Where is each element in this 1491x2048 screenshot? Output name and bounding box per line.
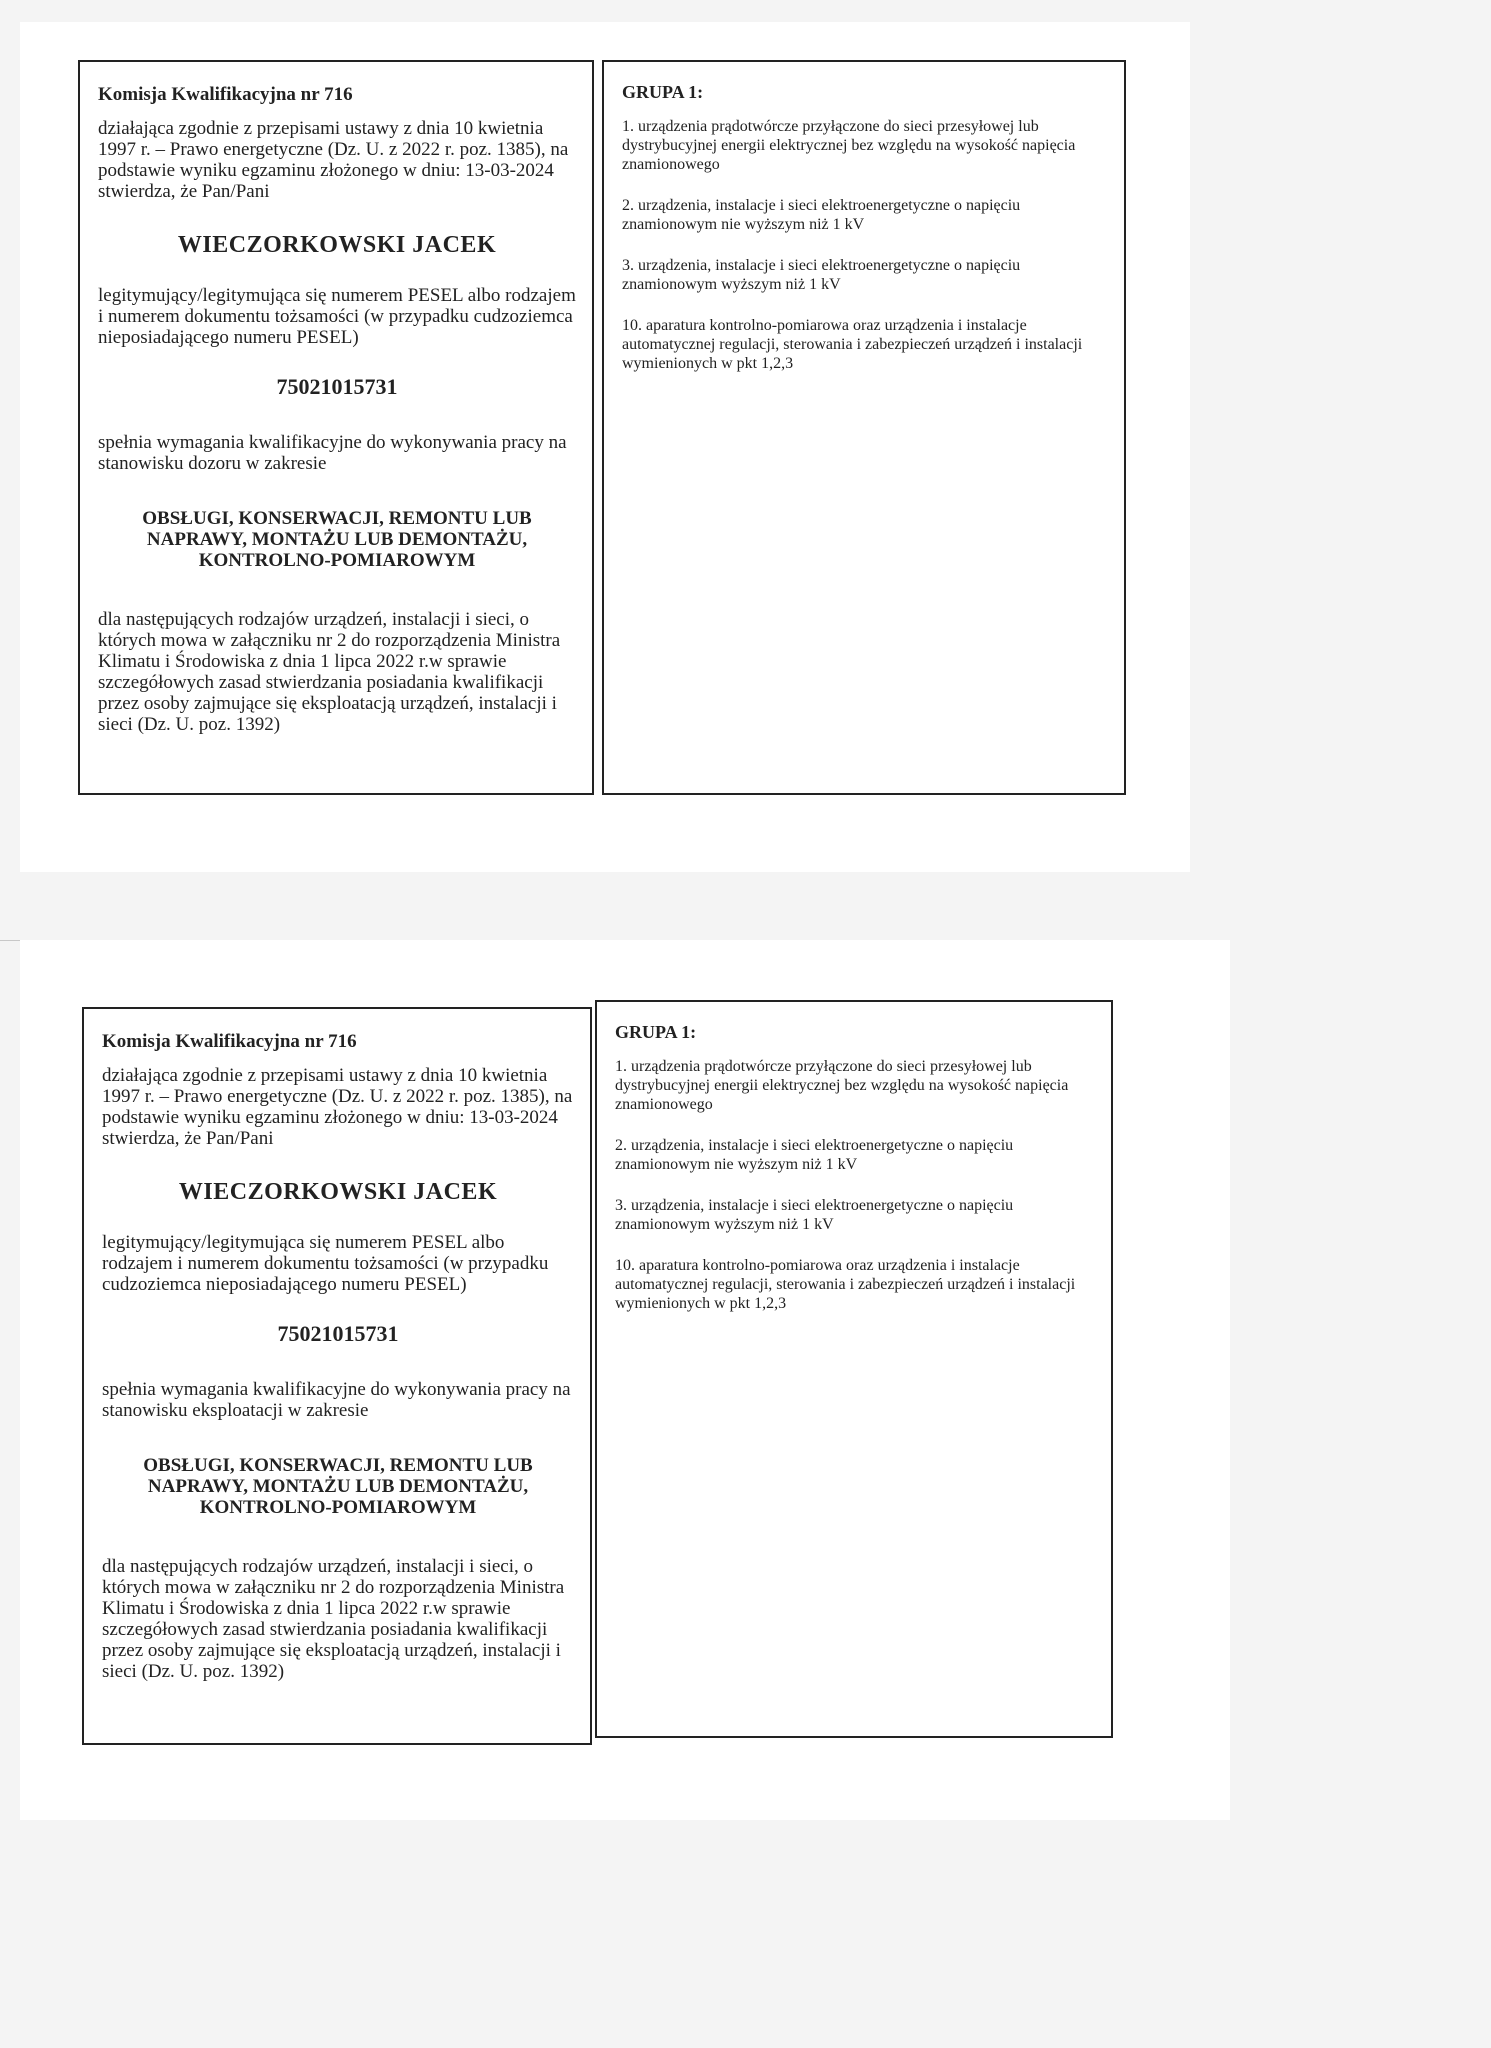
id-text: legitymujący/legitymująca się numerem PESEL albo rodzajem i numerem dokumentu tożsamości (w przypadku cudzoziemca nieposiadającego numeru PESEL) bbox=[98, 285, 576, 348]
intro-text: działająca zgodnie z przepisami ustawy z dnia 10 kwietnia 1997 r. – Prawo energetyczne (Dz. U. z 2022 r. poz. 1385), na podstawie wyniku egzaminu złożonego w dniu: 13-03-2024 stwierdza, że Pan/Pani bbox=[102, 1065, 573, 1149]
pesel-number: 75021015731 bbox=[276, 374, 398, 399]
certificate-1-right-panel bbox=[602, 60, 1126, 795]
commission-title: Komisja Kwalifikacyjna nr 716 bbox=[102, 1031, 357, 1052]
scope-text: OBSŁUGI, KONSERWACJI, REMONTU LUB NAPRAWY, MONTAŻU LUB DEMONTAŻU, KONTROLNO-POMIAROWYM bbox=[142, 508, 532, 571]
group-title: GRUPA 1: bbox=[615, 1022, 697, 1042]
group-item: 3. urządzenia, instalacje i sieci elektroenergetyczne o napięciu znamionowym wyższym niż 1 kV bbox=[615, 1197, 1014, 1233]
group-item: 2. urządzenia, instalacje i sieci elektroenergetyczne o napięciu znamionowym nie wyższym niż 1 kV bbox=[615, 1137, 1014, 1173]
group-item: 10. aparatura kontrolno-pomiarowa oraz urządzenia i instalacje automatycznej regulacji, sterowania i zabezpieczeń urządzeń i instalacji wymienionych w pkt 1,2,3 bbox=[622, 317, 1083, 372]
requirement-text: spełnia wymagania kwalifikacyjne do wykonywania pracy na stanowisku dozoru w zakresie bbox=[98, 432, 567, 474]
group-title: GRUPA 1: bbox=[622, 82, 704, 102]
scope-text: OBSŁUGI, KONSERWACJI, REMONTU LUB NAPRAWY, MONTAŻU LUB DEMONTAŻU, KONTROLNO-POMIAROWYM bbox=[143, 1455, 533, 1518]
group-item: 1. urządzenia prądotwórcze przyłączone do sieci przesyłowej lub dystrybucyjnej energii elektrycznej bez względu na wysokość napięcia znamionowego bbox=[615, 1058, 1069, 1113]
devices-text: dla następujących rodzajów urządzeń, instalacji i sieci, o których mowa w załączniku nr 2 do rozporządzenia Ministra Klimatu i Środowiska z dnia 1 lipca 2022 r.w sprawie szczegółowych zasad stwierdzania posiadania kwalifikacji przez osoby zajmujące się eksploatacją urządzeń, instalacji i sieci (Dz. U. poz. 1392) bbox=[102, 1556, 565, 1682]
requirement-text: spełnia wymagania kwalifikacyjne do wykonywania pracy na stanowisku eksploatacji w zakresie bbox=[102, 1379, 571, 1421]
certificate-1-left-panel bbox=[78, 60, 594, 795]
holder-name: WIECZORKOWSKI JACEK bbox=[177, 232, 497, 258]
holder-name: WIECZORKOWSKI JACEK bbox=[178, 1179, 498, 1205]
intro-text: działająca zgodnie z przepisami ustawy z dnia 10 kwietnia 1997 r. – Prawo energetyczne (Dz. U. z 2022 r. poz. 1385), na podstawie wyniku egzaminu złożonego w dniu: 13-03-2024 stwierdza, że Pan/Pani bbox=[98, 118, 569, 202]
devices-text: dla następujących rodzajów urządzeń, instalacji i sieci, o których mowa w załączniku nr 2 do rozporządzenia Ministra Klimatu i Środowiska z dnia 1 lipca 2022 r.w sprawie szczegółowych zasad stwierdzania posiadania kwalifikacji przez osoby zajmujące się eksploatacją urządzeń, instalacji i sieci (Dz. U. poz. 1392) bbox=[98, 609, 561, 735]
group-item: 2. urządzenia, instalacje i sieci elektroenergetyczne o napięciu znamionowym nie wyższym niż 1 kV bbox=[622, 197, 1021, 233]
commission-title: Komisja Kwalifikacyjna nr 716 bbox=[98, 84, 353, 105]
group-item: 1. urządzenia prądotwórcze przyłączone do sieci przesyłowej lub dystrybucyjnej energii elektrycznej bez względu na wysokość napięcia znamionowego bbox=[622, 118, 1076, 173]
group-item: 10. aparatura kontrolno-pomiarowa oraz urządzenia i instalacje automatycznej regulacji, sterowania i zabezpieczeń urządzeń i instalacji wymienionych w pkt 1,2,3 bbox=[615, 1257, 1076, 1312]
pesel-number: 75021015731 bbox=[277, 1321, 399, 1346]
certificate-2-right-panel bbox=[595, 1000, 1113, 1738]
id-text: legitymujący/legitymująca się numerem PESEL albo rodzajem i numerem dokumentu tożsamości (w przypadku cudzoziemca nieposiadającego numeru PESEL) bbox=[102, 1232, 549, 1295]
group-item: 3. urządzenia, instalacje i sieci elektroenergetyczne o napięciu znamionowym wyższym niż 1 kV bbox=[622, 257, 1021, 293]
certificate-2-left-panel bbox=[82, 1007, 592, 1745]
